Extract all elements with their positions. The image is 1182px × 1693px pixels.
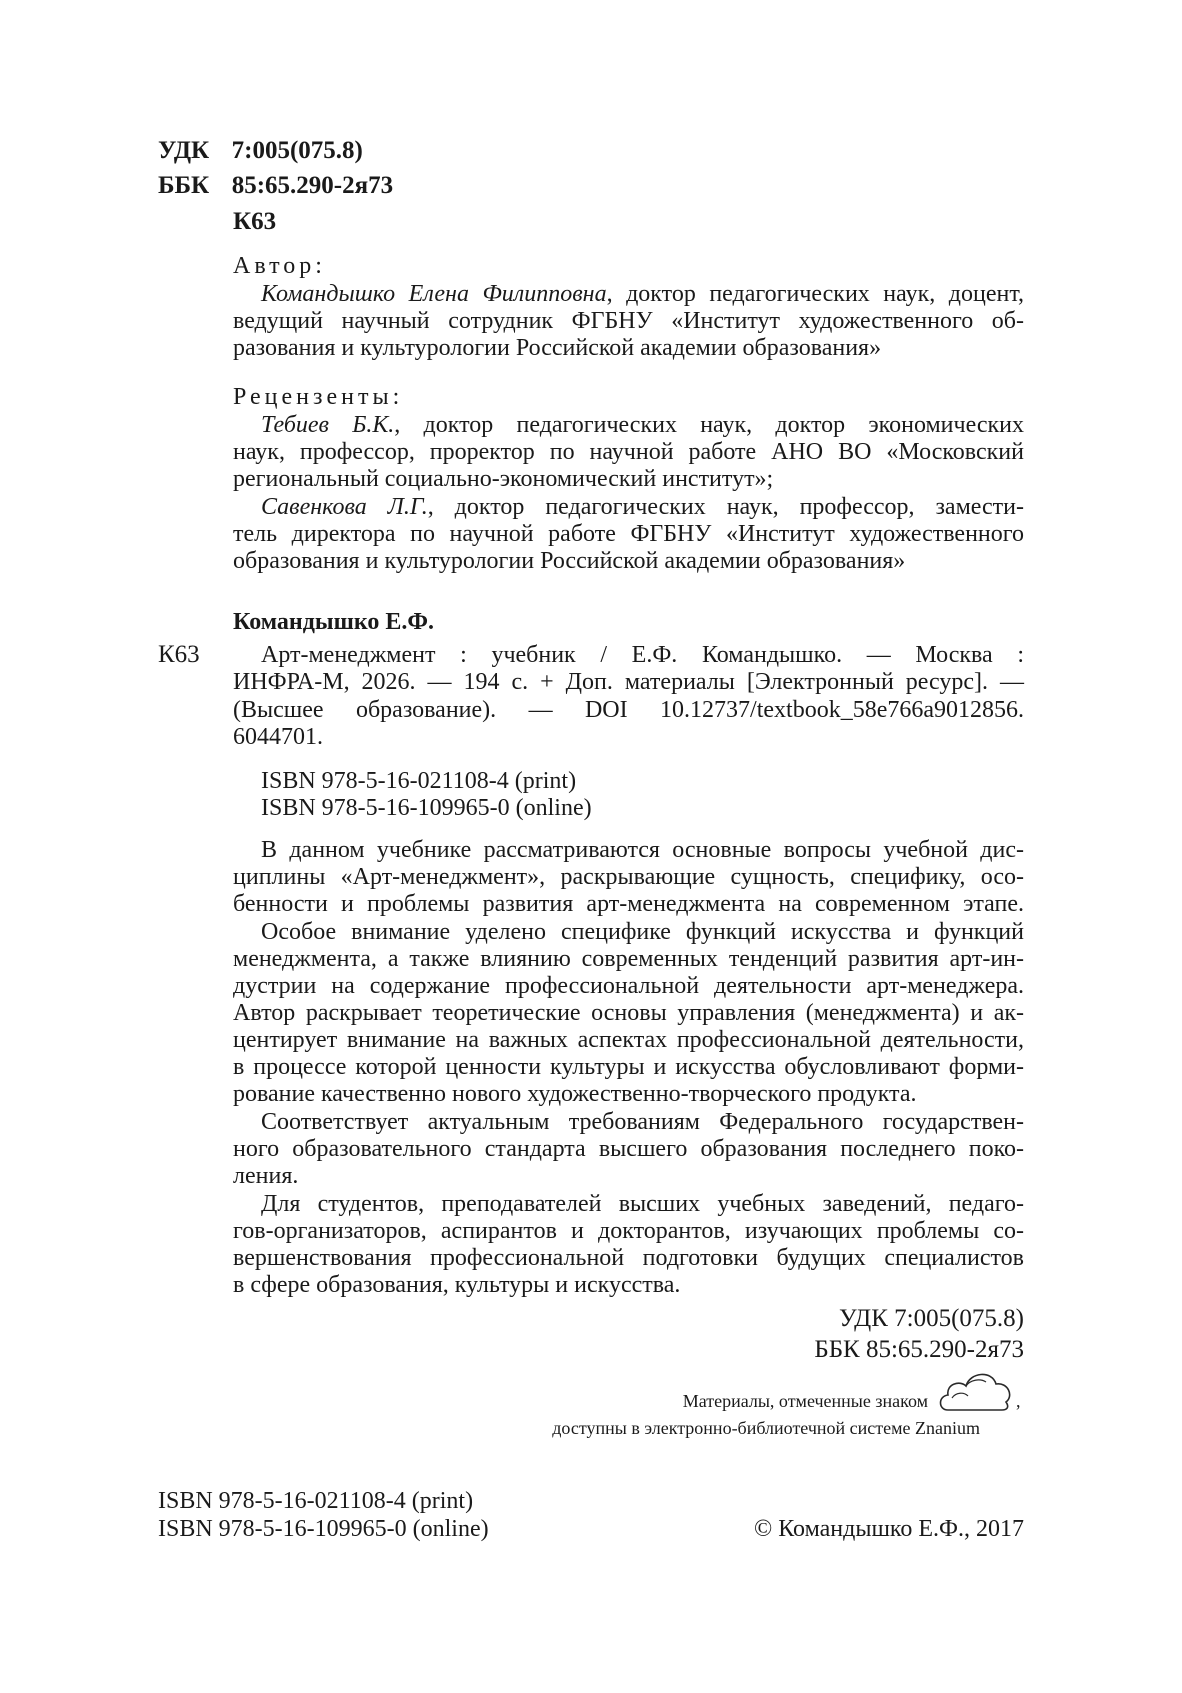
- abstract-p2-line-5: центирует внимание на важных аспектах профессиональной деятельности,: [233, 1027, 1024, 1053]
- author-mark-header: К63: [233, 208, 277, 235]
- reviewer-1-name: Тебиев Б.К.: [261, 412, 395, 438]
- cloud-icon: [936, 1366, 1016, 1414]
- abstract-p1-line-1: В данном учебнике рассматриваются основные вопросы учебной дис-: [261, 837, 1024, 863]
- abstract-p4-line-4: в сфере образования, культуры и искусства.: [233, 1272, 681, 1298]
- reviewer-2-line-2: тель директора по научной работе ФГБНУ «Институт художественного: [233, 521, 1024, 547]
- footer-isbn-online: ISBN 978-5-16-109965-0 (online): [158, 1516, 489, 1542]
- znanium-note-line-2: доступны в электронно-библиотечной системе Znanium: [552, 1418, 980, 1438]
- bbk-right: ББК 85:65.290-2я73: [814, 1336, 1024, 1363]
- udk-value: 7:005(075.8): [231, 137, 363, 164]
- bbk-value: 85:65.290-2я73: [231, 172, 394, 199]
- footer-isbn-print: ISBN 978-5-16-021108-4 (print): [158, 1488, 474, 1514]
- reviewer-1-line-3: региональный социально-экономический институт»;: [233, 466, 774, 492]
- reviewers-heading: Рецензенты:: [233, 384, 404, 410]
- reviewer-2-line-1: [261, 493, 1024, 521]
- catalog-line-1: Арт-менеджмент : учебник / Е.Ф. Командышко. — Москва :: [261, 642, 1024, 668]
- author-line-2: ведущий научный сотрудник ФГБНУ «Институт художественного об-: [233, 308, 1024, 334]
- reviewer-2-line-1-rest: , доктор педагогических наук, профессор, замести-: [427, 494, 1024, 520]
- abstract-p3-line-1: Соответствует актуальным требованиям Федерального государствен-: [261, 1109, 1024, 1135]
- abstract-p1-line-2: циплины «Арт-менеджмент», раскрывающие сущность, специфику, осо-: [233, 864, 1024, 890]
- znanium-note-line-1: Материалы, отмеченные знаком: [682, 1391, 928, 1411]
- catalog-line-2: ИНФРА-М, 2026. — 194 с. + Доп. материалы [Электронный ресурс]. —: [233, 669, 1024, 695]
- reviewer-1-line-1-rest: , доктор педагогических наук, доктор экономических: [394, 412, 1024, 438]
- reviewer-2-name: Савенкова Л.Г.: [261, 494, 428, 520]
- abstract-p2-line-1: Особое внимание уделено специфике функций искусства и функций: [261, 919, 1024, 945]
- copyright: © Командышко Е.Ф., 2017: [754, 1516, 1024, 1542]
- author-heading: Автор:: [233, 253, 326, 279]
- abstract-p2-line-3: дустрии на содержание профессиональной деятельности арт-менеджера.: [233, 973, 1024, 999]
- catalog-line-4: 6044701.: [233, 724, 323, 750]
- author-line-1: [261, 280, 1024, 308]
- bbk-label: ББК: [158, 172, 210, 199]
- abstract-p2-line-6: в процессе которой ценности культуры и искусства обусловливают форми-: [233, 1054, 1024, 1080]
- abstract-p3-line-2: ного образовательного стандарта высшего образования последнего поко-: [233, 1136, 1024, 1162]
- author-line-3: разования и культурологии Российской академии образования»: [233, 335, 882, 361]
- abstract-p4-line-3: вершенствования профессиональной подготовки будущих специалистов: [233, 1245, 1024, 1271]
- znanium-note-line-1-end: ,: [1016, 1391, 1021, 1411]
- bbk-header: [158, 172, 393, 200]
- abstract-p2-line-4: Автор раскрывает теоретические основы управления (менеджмента) и ак-: [233, 1000, 1024, 1026]
- catalog-line-3: (Высшее образование). — DOI 10.12737/textbook_58e766a9012856.: [233, 697, 1024, 723]
- catalog-isbn-online: ISBN 978-5-16-109965-0 (online): [261, 795, 592, 821]
- catalog-isbn-print: ISBN 978-5-16-021108-4 (print): [261, 768, 577, 794]
- catalog-mark: К63: [158, 641, 200, 668]
- udk-label: УДК: [158, 137, 210, 164]
- author-line-1-rest: , доктор педагогических наук, доцент,: [606, 281, 1025, 307]
- reviewer-1-line-1: [261, 411, 1024, 439]
- abstract-p3-line-3: ления.: [233, 1163, 299, 1189]
- reviewer-2-line-3: образования и культурологии Российской академии образования»: [233, 548, 906, 574]
- catalog-author-heading: Командышко Е.Ф.: [233, 609, 435, 635]
- author-name: Командышко Елена Филипповна: [261, 281, 607, 307]
- abstract-p1-line-3: бенности и проблемы развития арт-менеджмента на современном этапе.: [233, 891, 1024, 917]
- udk-right: УДК 7:005(075.8): [839, 1305, 1024, 1332]
- abstract-p2-line-2: менеджмента, а также влиянию современных тенденций развития арт-ин-: [233, 946, 1024, 972]
- udk-header: [158, 137, 363, 165]
- abstract-p2-line-7: рование качественно нового художественно-творческого продукта.: [233, 1081, 917, 1107]
- abstract-p4-line-1: Для студентов, преподавателей высших учебных заведений, педаго-: [261, 1191, 1024, 1217]
- abstract-p4-line-2: гов-организаторов, аспирантов и докторантов, изучающих проблемы со-: [233, 1218, 1024, 1244]
- reviewer-1-line-2: наук, профессор, проректор по научной работе АНО ВО «Московский: [233, 439, 1024, 465]
